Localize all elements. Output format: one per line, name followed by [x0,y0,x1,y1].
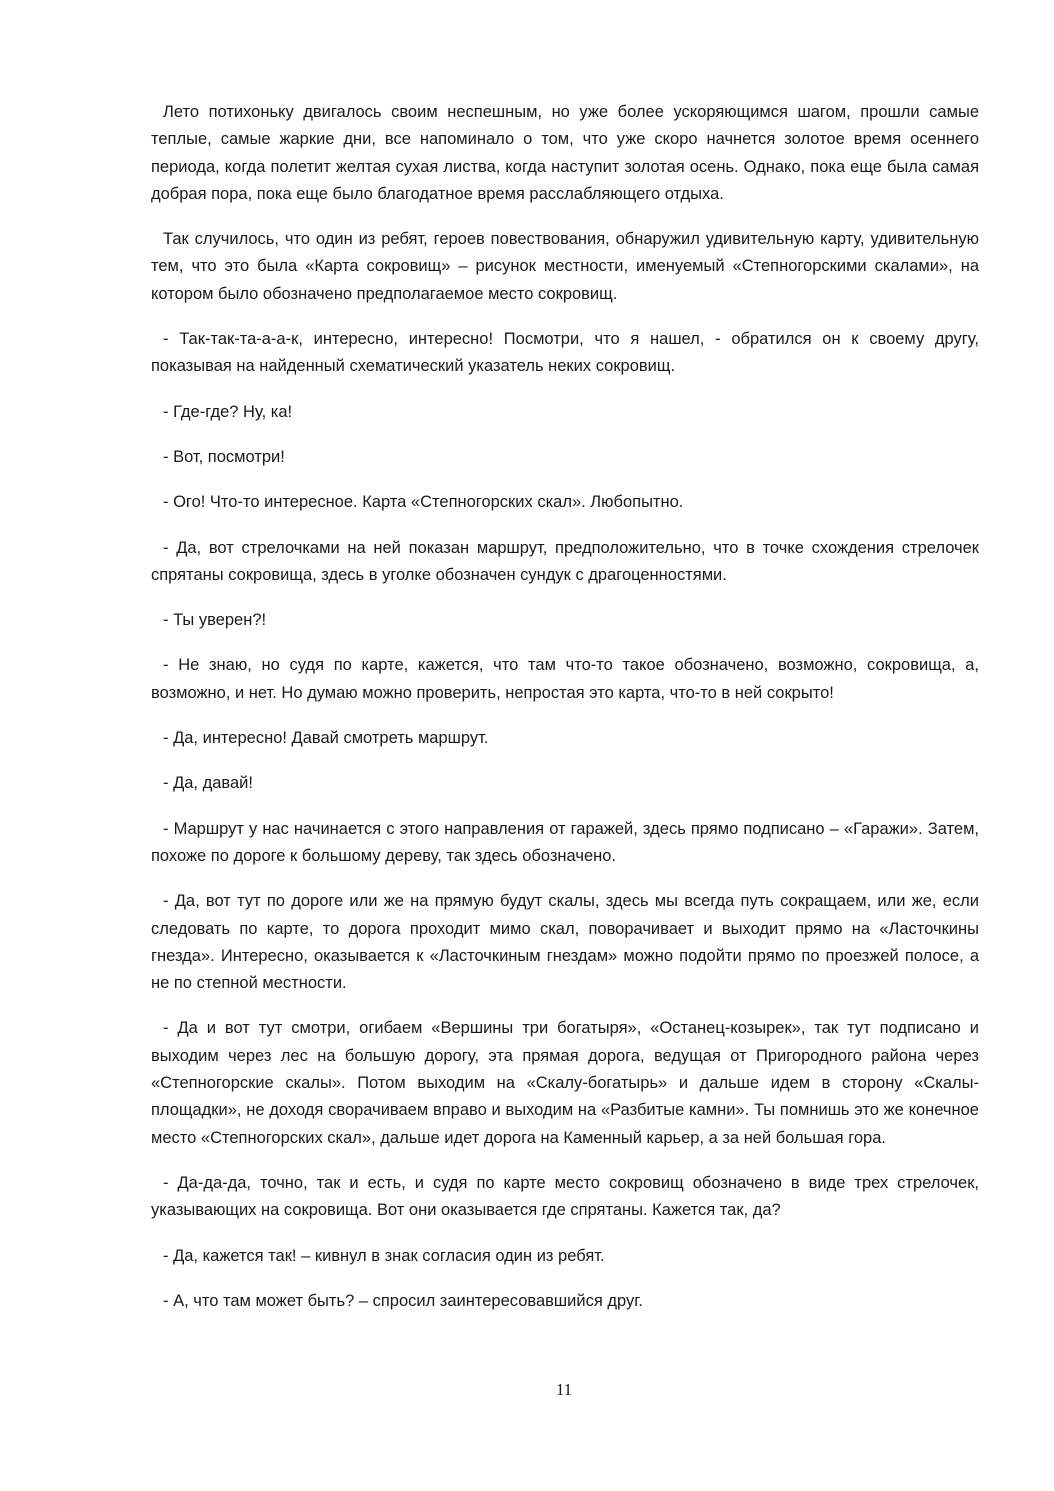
paragraph: - Да, кажется так! – кивнул в знак согласия один из ребят. [163,1246,605,1265]
paragraph: - Ты уверен?! [163,611,267,630]
paragraph: - Да, давай! [163,774,253,793]
paragraph: - Вот, посмотри! [163,447,285,466]
paragraph: - Где-где? Ну, ка! [163,402,293,421]
paragraph: Так случилось, что один из ребят, героев повествования, обнаружил удивительную карту, удивительную тем, что это была «Карта сокровищ» – рисунок местности, именуемый «Степногорскими скалами», на котором было обозначено предполагаемое место сокровищ. [151,230,979,303]
paragraph: - А, что там может быть? – спросил заинтересовавшийся друг. [163,1291,643,1310]
body-text [151,99,979,1333]
paragraph: - Маршрут у нас начинается с этого направления от гаражей, здесь прямо подписано – «Гаражи». Затем, похоже по дороге к большому дереву, так здесь обозначено. [151,819,979,865]
paragraph: - Так-так-та-а-а-к, интересно, интересно! Посмотри, что я нашел, - обратился он к своему другу, показывая на найденный схематический указатель неких сокровищ. [151,330,979,376]
paragraph: - Да и вот тут смотри, огибаем «Вершины три богатыря», «Останец-козырек», так тут подписано и выходим через лес на большую дорогу, эта прямая дорога, ведущая от Пригородного района через «Степногорские скалы». Потом выходим на «Скалу-богатырь» и дальше идем в сторону «Скалы-площадки», не доходя сворачиваем вправо и выходим на «Разбитые камни». Ты помнишь это же конечное место «Степногорских скал», дальше идет дорога на Каменный карьер, а за ней большая гора. [151,1019,979,1147]
paragraph: Лето потихоньку двигалось своим неспешным, но уже более ускоряющимся шагом, прошли самые теплые, самые жаркие дни, все напоминало о том, что уже скоро начнется золотое время осеннего периода, когда полетит желтая сухая листва, когда наступит золотая осень. Однако, пока еще была самая добрая пора, пока еще было благодатное время расслабляющего отдыха. [151,103,979,203]
paragraph: - Да, вот стрелочками на ней показан маршрут, предположительно, что в точке схождения стрелочек спрятаны сокровища, здесь в уголке обозначен сундук с драгоценностями. [151,538,979,584]
page-number: 11 [555,1380,573,1399]
paragraph: - Да, вот тут по дороге или же на прямую будут скалы, здесь мы всегда путь сокращаем, или же, если следовать по карте, то дорога проходит мимо скал, поворачивает и выходит прямо на «Ласточкины гнезда». Интересно, оказывается к «Ласточкиным гнездам» можно подойти прямо по проезжей полосе, а не по степной местности. [151,892,979,993]
paragraph: - Не знаю, но судя по карте, кажется, что там что-то такое обозначено, возможно, сокровища, а, возможно, и нет. Но думаю можно проверить, непростая это карта, что-то в ней сокрыто! [151,656,979,702]
paragraph: - Да, интересно! Давай смотреть маршрут. [163,729,489,748]
paragraph: - Ого! Что-то интересное. Карта «Степногорских скал». Любопытно. [163,493,684,512]
paragraph: - Да-да-да, точно, так и есть, и судя по карте место сокровищ обозначено в виде трех стрелочек, указывающих на сокровища. Вот они оказывается где спрятаны. Кажется так, да? [151,1173,979,1220]
